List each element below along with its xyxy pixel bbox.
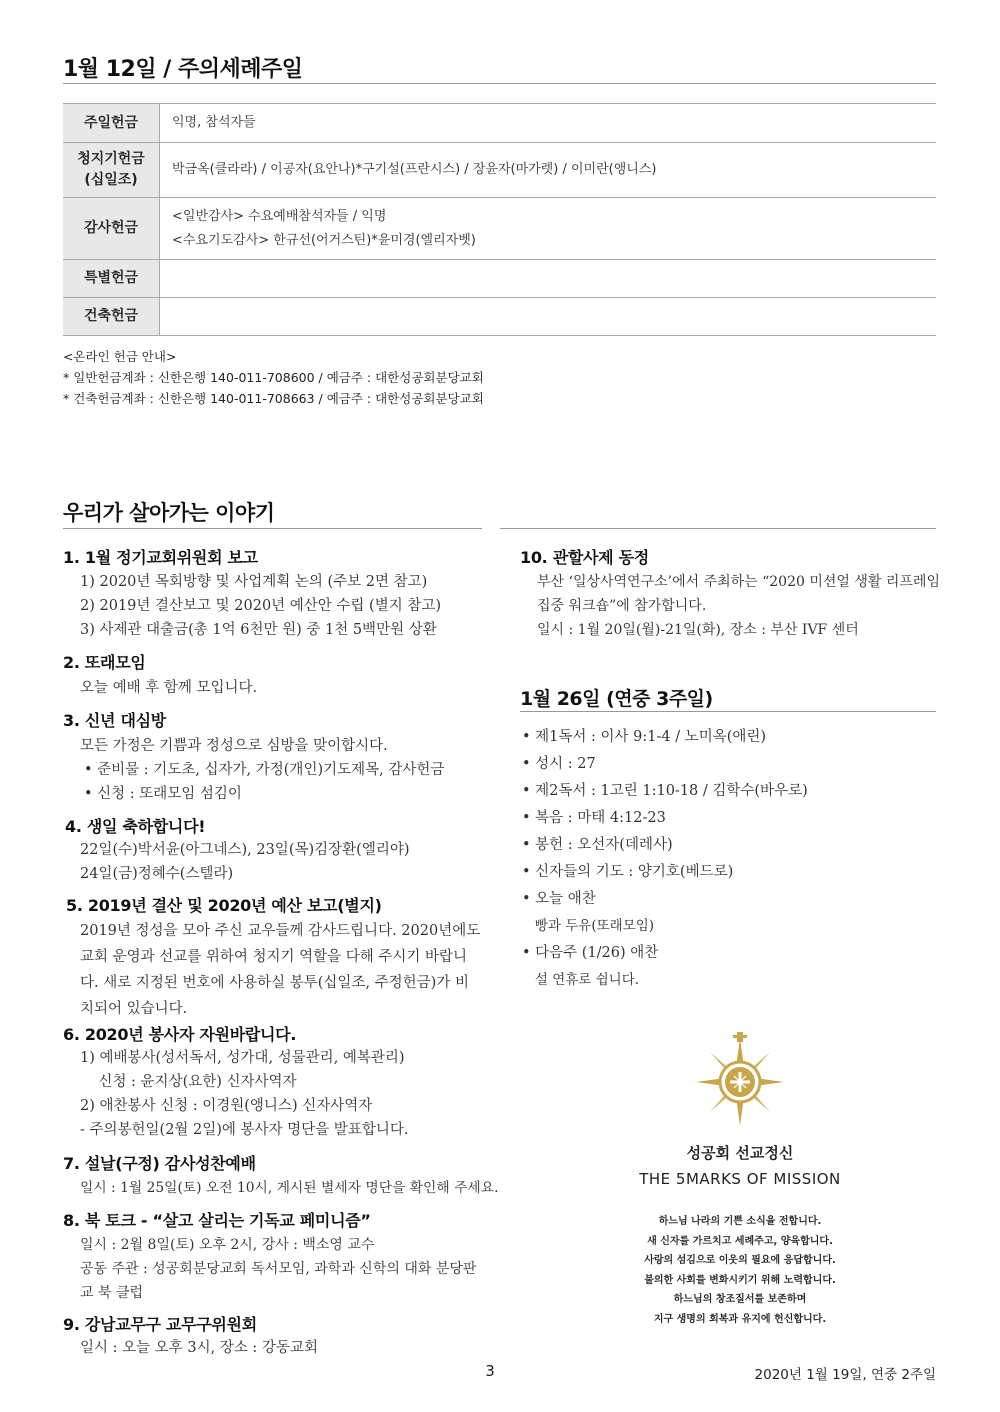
- row-value: [160, 143, 937, 198]
- mission-title-en: THE 5MARKS OF MISSION: [639, 1170, 841, 1188]
- list-item: • 봉헌 : 오선자(데레사): [522, 837, 673, 853]
- mission-title-ko: 성공회 선교정신: [686, 1144, 794, 1162]
- story-line: 24일(금)정혜수(스텔라): [80, 866, 234, 882]
- row-value-line: <수요기도감사> 한규선(어거스틴)*윤미경(엘리자벳): [172, 232, 476, 248]
- right-column-rule: [500, 528, 936, 529]
- story-body: [80, 734, 444, 806]
- offering-title-rule: [63, 83, 936, 84]
- row-label: 감사헌금: [63, 198, 160, 260]
- list-item: • 제1독서 : 이사 9:1-4 / 노미옥(애린): [522, 729, 767, 745]
- story-line: 2) 2019년 결산보고 및 2020년 예산안 수립 (별지 참고): [80, 598, 441, 614]
- offering-table: [63, 103, 936, 336]
- online-account-line: * 일반헌금계좌 : 신한은행 140-011-708600 / 예금주 : 대한성공회분당교회: [63, 370, 484, 385]
- row-label-text: 청지기헌금 (십일조): [77, 151, 145, 188]
- story-heading: 9. 강남교무구 교무구위원회: [63, 1315, 257, 1334]
- story-body: [80, 1046, 408, 1142]
- table-row: [63, 104, 936, 143]
- row-value: [160, 104, 937, 143]
- story-heading: 1. 1월 정기교회위원회 보고: [63, 548, 258, 567]
- list-item: • 오늘 애찬: [522, 891, 596, 907]
- story-title: 우리가 살아가는 이야기: [63, 501, 275, 525]
- story-line: - 주의봉헌일(2월 2일)에 봉사자 명단을 발표합니다.: [80, 1122, 409, 1138]
- story-title-rule: [63, 528, 482, 529]
- story-line: 모든 가정은 기쁨과 정성으로 심방을 맞이합시다.: [80, 738, 388, 754]
- story-line: 오늘 예배 후 함께 모입니다.: [80, 680, 258, 696]
- story-body: [80, 1176, 498, 1200]
- next-sunday-title: 1월 26일 (연중 3주일): [520, 688, 713, 710]
- story-heading: 5. 2019년 결산 및 2020년 예산 보고(별지): [66, 896, 382, 915]
- story-line: 부산 ‘일상사역연구소’에서 주최하는 “2020 미션얼 생활 리프레임: [537, 574, 940, 590]
- row-value: [160, 298, 937, 336]
- row-label: 주일헌금: [63, 104, 160, 143]
- list-item: • 다음주 (1/26) 애찬: [522, 945, 659, 961]
- story-line: 일시 : 1월 20일(월)-21일(화), 장소 : 부산 IVF 센터: [537, 622, 859, 638]
- row-value: [160, 260, 937, 298]
- story-line: 1) 예배봉사(성서독서, 성가대, 성물관리, 예복관리): [80, 1050, 405, 1066]
- row-value-line: 익명, 참석자들: [172, 115, 256, 130]
- row-value: [160, 198, 937, 260]
- list-item: 하느님 나라의 기쁜 소식을 전합니다.: [658, 1216, 822, 1227]
- list-item: • 성시 : 27: [522, 756, 596, 772]
- story-heading: 8. 북 토크 - “살고 살리는 기독교 페미니즘”: [63, 1211, 371, 1230]
- list-item: 지구 생명의 회복과 유지에 헌신합니다.: [653, 1313, 827, 1325]
- story-body: [537, 570, 940, 642]
- table-row: [63, 143, 936, 198]
- table-row: [63, 260, 936, 298]
- list-item: • 신자들의 기도 : 양기호(베드로): [522, 864, 734, 880]
- list-item: • 복음 : 마태 4:12-23: [522, 810, 666, 826]
- story-line: 일시 : 2월 8일(토) 오후 2시, 강사 : 백소영 교수: [80, 1237, 375, 1253]
- story-heading: 3. 신년 대심방: [63, 711, 166, 730]
- story-heading: 2. 또래모임: [63, 653, 146, 672]
- compass-rose-mitre-emblem-icon: [688, 1030, 792, 1134]
- footer-date: 2020년 1월 19일, 연중 2주일: [754, 1367, 936, 1383]
- story-line: 3) 사제관 대출금(총 1억 6천만 원) 중 1천 5백만원 상환: [80, 622, 437, 638]
- story-body: [80, 570, 441, 642]
- story-line: • 신청 : 또래모임 섬김이: [84, 786, 242, 802]
- story-line: • 준비물 : 기도초, 십자가, 가정(개인)기도제목, 감사헌금: [84, 762, 445, 778]
- row-label: [63, 143, 160, 198]
- list-item: 불의한 사회를 변화시키기 위해 노력합니다.: [644, 1274, 836, 1286]
- mission-marks-list: [600, 1212, 880, 1329]
- list-item: 사랑의 섬김으로 이웃의 필요에 응답합니다.: [644, 1255, 836, 1266]
- story-line: 신청 : 윤지상(요한) 신자사역자: [80, 1074, 297, 1090]
- offering-title: 1월 12일 / 주의세례주일: [63, 57, 303, 82]
- table-row: [63, 298, 936, 336]
- story-line: 1) 2020년 목회방향 및 사업계획 논의 (주보 2면 참고): [80, 574, 428, 590]
- story-line: 22일(수)박서윤(아그네스), 23일(목)김장환(엘리야): [80, 842, 410, 858]
- story-heading: 6. 2020년 봉사자 자원바랍니다.: [63, 1025, 297, 1044]
- list-item: 새 신자를 가르치고 세례주고, 양육합니다.: [647, 1235, 833, 1247]
- story-body: [80, 918, 480, 1022]
- row-value-line: 박금옥(클라라) / 이공자(요안나)*구기설(프란시스) / 장윤자(마가렛) / 이미란(앵니스): [172, 162, 657, 177]
- story-line: 다. 새로 지정된 번호에 사용하실 봉투(십일조, 주정헌금)가 비: [80, 975, 469, 991]
- story-line: 공동 주관 : 성공회분당교회 독서모임, 과학과 신학의 대화 분당판: [80, 1261, 477, 1277]
- next-sunday-list: [522, 724, 808, 994]
- list-item: 설 연휴로 쉽니다.: [522, 972, 640, 988]
- story-line: 2) 애찬봉사 신청 : 이경원(앵니스) 신자사역자: [80, 1098, 373, 1114]
- table-row: [63, 198, 936, 260]
- story-line: 치되어 있습니다.: [80, 1001, 188, 1017]
- page-number: 3: [485, 1362, 495, 1380]
- row-value-line: <일반감사> 수요예배참석자들 / 익명: [172, 208, 387, 224]
- list-item: 빵과 두유(또래모임): [522, 918, 655, 934]
- story-body: [80, 1233, 476, 1305]
- list-item: 하느님의 창조질서를 보존하며: [673, 1294, 807, 1305]
- row-label: 건축헌금: [63, 298, 160, 336]
- row-label: 특별헌금: [63, 260, 160, 298]
- online-account-line: * 건축헌금계좌 : 신한은행 140-011-708663 / 예금주 : 대한성공회분당교회: [63, 391, 484, 406]
- next-sunday-rule: [520, 711, 936, 712]
- story-line: 일시 : 오늘 오후 3시, 장소 : 강동교회: [80, 1340, 318, 1356]
- story-line: 교 북 클럽: [80, 1285, 143, 1301]
- story-line: 일시 : 1월 25일(토) 오전 10시, 게시된 별세자 명단을 확인해 주세요.: [80, 1180, 499, 1196]
- story-line: 교회 운영과 선교를 위하여 청지기 역할을 다해 주시기 바랍니: [80, 949, 468, 965]
- online-notice-title: <온라인 헌금 안내>: [63, 349, 177, 364]
- list-item: • 제2독서 : 1고린 1:10-18 / 김학수(바우로): [522, 783, 808, 799]
- online-offering-notice: [63, 346, 484, 409]
- story-body: [80, 838, 410, 886]
- story-body: [80, 676, 257, 700]
- story-heading: 7. 설날(구정) 감사성찬예배: [63, 1154, 256, 1173]
- story-body: [80, 1336, 318, 1360]
- story-line: 2019년 정성을 모아 주신 교우들께 감사드립니다. 2020년에도: [80, 923, 481, 939]
- story-line: 집중 워크숍”에 참가합니다.: [537, 598, 707, 614]
- story-heading: 10. 관할사제 동정: [520, 548, 649, 567]
- story-heading: 4. 생일 축하합니다!: [65, 817, 206, 836]
